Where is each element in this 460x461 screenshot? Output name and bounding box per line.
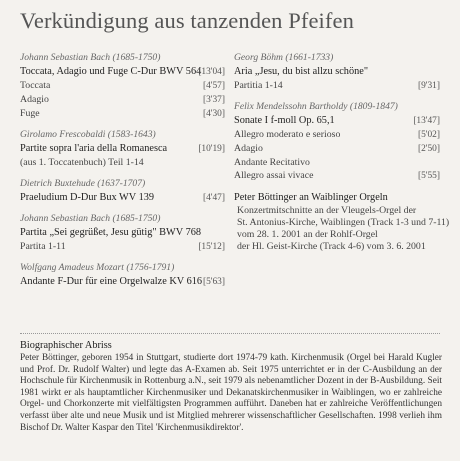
left-column — [20, 52, 225, 297]
work-title-row — [234, 115, 440, 127]
movement-row — [234, 170, 440, 182]
movement-title: Allegro assai vivace — [234, 170, 314, 181]
composer-name: Felix Mendelssohn Bartholdy (1809-1847) — [234, 101, 398, 112]
work-block — [20, 52, 225, 120]
duration: [4'30] — [203, 109, 225, 119]
work-title: Sonate I f-moll Op. 65,1 — [234, 115, 335, 126]
performer-title: Peter Böttinger an Waiblinger Orgeln — [234, 192, 388, 203]
work-note: Andante Recitativo — [234, 157, 310, 168]
duration: [9'31] — [418, 81, 440, 91]
movement-title: Adagio — [20, 94, 49, 105]
work-block — [20, 213, 225, 253]
work-title: Andante F-Dur für eine Orgelwalze KV 616 — [20, 276, 203, 287]
composer-name: Georg Böhm (1661-1733) — [234, 52, 334, 63]
movement-row — [234, 80, 440, 92]
movement-row — [20, 94, 225, 106]
duration: [3'37] — [203, 95, 225, 105]
work-title: Partite sopra l'aria della Romanesca — [20, 143, 168, 154]
duration: [2'50] — [418, 144, 440, 154]
movement-row — [20, 80, 225, 92]
composer-name: Johann Sebastian Bach (1685-1750) — [20, 213, 161, 224]
work-title-row — [20, 227, 225, 239]
movement-row — [20, 108, 225, 120]
movement-row — [20, 241, 225, 253]
duration: [4'47] — [203, 193, 225, 203]
work-title-row — [20, 66, 225, 78]
bio-text: Peter Böttinger, geboren 1954 in Stuttgart, studierte dort 1974-79 kath. Kirchenmusik (Orgel bei Harald Kugler und Prof. Dr. Rudolf Walter) und legte das A-Examen ab. Seit 1975 unterrichtet er in der C-Ausbildung an der Hochschule für Kirchenmusik in Rottenburg a.N., seit 1979 als nebenamtlicher Dozent in der B-Ausbildung. Seit 1981 wirkt er als hauptamtlicher Kirchenmusiker und Dekanatskirchenmusiker in Waiblingen, wo er zahlreiche Orgel- und Chorkonzerte mit vielfältigsten Programmen aufführt. Daneben hat er zahlreiche Veröffentlichungen verfasst über alte und neue Musik und ist Mitglied mehrerer wissenschaftlicher Gesellschaften. 1998 verlieh ihm Bischof Dr. Walter Kaspar den Titel 'Kirchenmusikdirektor'. — [20, 353, 442, 433]
duration: [13'47] — [413, 116, 440, 126]
movement-title: Partita 1-11 — [20, 241, 66, 252]
duration: [5'55] — [418, 171, 440, 181]
composer-name: Dietrich Buxtehude (1637-1707) — [20, 178, 146, 189]
performer-line: Konzertmitschnitte an der Vleugels-Orgel der — [237, 205, 417, 216]
composer-name: Wolfgang Amadeus Mozart (1756-1791) — [20, 262, 175, 273]
work-block — [20, 262, 225, 288]
work-block — [234, 52, 440, 92]
work-title: Toccata, Adagio und Fuge C-Dur BWV 564 — [20, 66, 202, 77]
work-block — [20, 178, 225, 204]
section-divider — [20, 333, 440, 334]
movement-title: Toccata — [20, 80, 51, 91]
work-title-row — [20, 276, 225, 288]
work-title-row — [20, 143, 225, 155]
performer-line: vom 28. 1. 2001 an der Rohlf-Orgel — [237, 229, 378, 240]
composer-name: Girolamo Frescobaldi (1583-1643) — [20, 129, 156, 140]
duration: [5'63] — [203, 277, 225, 287]
performer-line: der Hl. Geist-Kirche (Track 4-6) vom 3. 6. 2001 — [237, 241, 426, 252]
right-column — [234, 52, 450, 253]
work-title: Praeludium D-Dur Bux WV 139 — [20, 192, 155, 203]
work-note: (aus 1. Toccatenbuch) Teil 1-14 — [20, 157, 144, 168]
work-title: Partita „Sei gegrüßet, Jesu gütig" BWV 768 — [20, 227, 202, 238]
work-block — [20, 129, 225, 169]
performer-line: St. Antonius-Kirche, Waiblingen (Track 1-3 und 7-11) — [237, 217, 450, 228]
work-title-row — [234, 66, 440, 78]
movement-title: Fuge — [20, 108, 40, 119]
bio-heading: Biographischer Abriss — [20, 340, 112, 351]
movement-title: Partitia 1-14 — [234, 80, 283, 91]
duration: [10'19] — [198, 144, 225, 154]
duration: [4'57] — [203, 81, 225, 91]
duration: [15'12] — [198, 242, 225, 252]
movement-row — [234, 129, 440, 141]
duration: [13'04] — [198, 67, 225, 77]
work-title-row — [20, 192, 225, 204]
page-title: Verkündigung aus tanzenden Pfeifen — [20, 8, 354, 33]
composer-name: Johann Sebastian Bach (1685-1750) — [20, 52, 161, 63]
work-title: Aria „Jesu, du bist allzu schöne" — [234, 66, 369, 77]
movement-row — [234, 143, 440, 155]
right-column-works — [234, 52, 440, 182]
movement-title: Adagio — [234, 143, 263, 154]
movement-title: Allegro moderato e serioso — [234, 129, 341, 140]
duration: [5'02] — [418, 130, 440, 140]
work-block — [234, 101, 440, 182]
